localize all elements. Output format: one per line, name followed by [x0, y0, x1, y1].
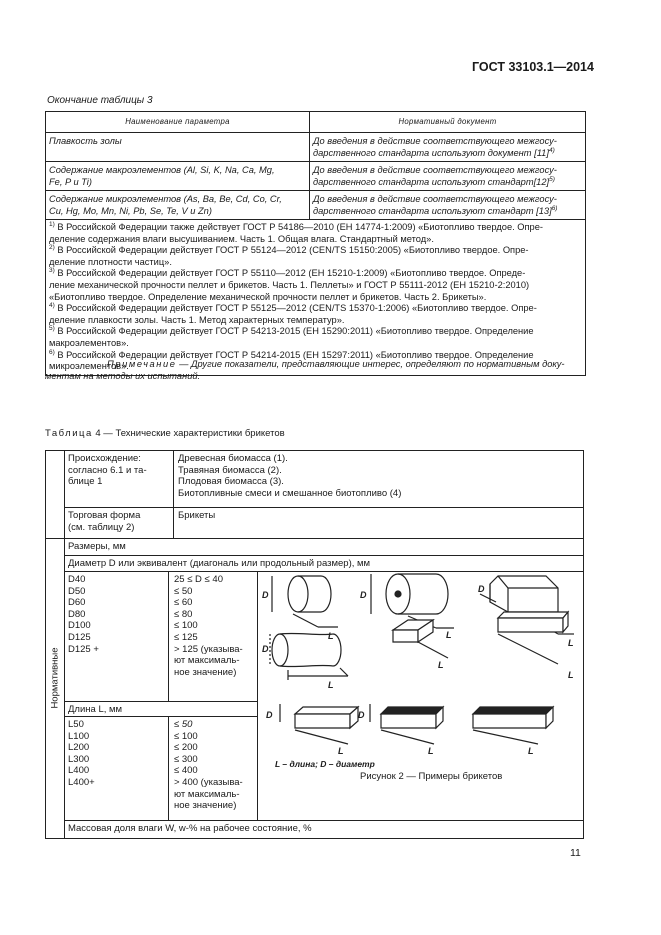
length-label: Длина L, мм — [68, 704, 123, 715]
cylinder-briquette-icon — [272, 576, 338, 627]
footnote: $^{5)}$ В Российской Федерации действует ГОСТ Р 54213-2015 (ЕН 15290:2011) «Биотопливо твердое. Определение — [49, 325, 534, 337]
parameter-cell: Содержание макроэлементов (Al, Si, K, Na, Ca, Mg, Fe, P и Ti) — [46, 162, 310, 191]
origin-label: Происхождение: согласно 6.1 и та- блице 1 — [68, 453, 147, 488]
ribbed-cylinder-briquette-icon — [270, 633, 348, 680]
figure-label-l: L — [328, 680, 334, 690]
document-code: ГОСТ 33103.1—2014 — [472, 60, 594, 74]
footnote: $^{6)}$ В Российской Федерации действует ГОСТ Р 54214-2015 (ЕН 15297:2011) «Биотопливо твердое. Определение — [49, 348, 534, 360]
trade-form-label: Торговая форма (см. таблицу 2) — [68, 510, 141, 533]
brick-small-briquette-icon — [280, 704, 358, 744]
length-classes: L50 L100 L200 L300 L400 L400+ — [68, 719, 95, 788]
document-cell: До введения в действие соответствующего межгосу- дарственного стандарта используют документ $[11]^{4)}$ — [310, 133, 586, 162]
table-header-row — [46, 112, 586, 133]
figure-label-d: D — [478, 584, 485, 594]
figure-label-l: L — [568, 670, 574, 680]
row-divider — [45, 538, 584, 539]
footnote: $^{1)}$ В Российской Федерации также действует ГОСТ Р 54186—2010 (ЕН 14774-1:2009) «Биотопливо твердое. Опре- — [49, 220, 543, 232]
footnotes-cell: $^{1)}$ В Российской Федерации также действует ГОСТ Р 54186—2010 (ЕН 14774-1:2009) «Биотопливо твердое. Опре- деление содержания влаги высушиванием. Часть 1. Общая влага. Стандартный метод». $^{2)}$ В Российской Федерации действует ГОСТ Р 55124—2012 (CEN/TS 15150:2005) «Биотопливо твердое. Опре- деление плотности частиц». $^{3)}$ В Российской Федерации действует ГОСТ Р 55110—2012 (ЕН 15210-1:2009) «Биотопливо твердое. Опреде- ление механической прочности пеллет и брикетов. Часть 1. Пеллеты» и ГОСТ Р 55111-2012 (ЕН 15210-2:2010) «Биотопливо твердое. Определение механической прочности пеллет и брикетов. Часть 2. Брикеты». $^{4)}$ В Российской Федерации действует ГОСТ Р 55125—2012 (CEN/TS 15370-1:2006) «Биотопливо твердое. Опре- деление плавкости золы. Часть 1. Метод характерных температур». $^{5)}$ В Российской Федерации действует ГОСТ Р 54213-2015 (ЕН 15290:2011) «Биотопливо твердое. Определение макроэлементов». $^{6)}$ В Российской Федерации действует ГОСТ Р 54214-2015 (ЕН 15297:2011) «Биотопливо твердое. Определение микроэлементов». — [46, 220, 586, 376]
table-4-title: Таблица 4 — Технические характеристики брикетов — [45, 428, 285, 439]
document-cell: До введения в действие соответствующего межгосу- дарственного стандарта используют стандарт $[13]^{6)}$ — [310, 191, 586, 220]
footnote: $^{2)}$ В Российской Федерации действует ГОСТ Р 55124—2012 (CEN/TS 15150:2005) «Биотопливо твердое. Опре- — [49, 244, 529, 256]
table-row — [46, 191, 586, 220]
row-divider — [64, 820, 584, 821]
figure-label-d: D — [262, 590, 269, 600]
figure-label-d: D — [262, 644, 269, 654]
figure-label-l: L — [328, 631, 334, 641]
table-note: Примечание — Другие показатели, представляющие интерес, определяют по нормативным доку- ментам на методы их испытаний. — [45, 359, 565, 381]
figure-label-d: D — [266, 710, 273, 720]
figure-label-l: L — [438, 660, 444, 670]
footnotes-row — [46, 220, 586, 376]
table-row — [46, 162, 586, 191]
figure-label-l: L — [338, 746, 344, 756]
figure-label-d: D — [360, 590, 367, 600]
flat-brick-briquette-icon — [393, 620, 448, 658]
figure-label-l: L — [446, 630, 452, 640]
diameter-classes: D40 D50 D60 D80 D100 D125 D125 + — [68, 574, 99, 655]
table-3 — [45, 111, 586, 376]
column-divider — [173, 450, 174, 538]
footnote: $^{4)}$ В Российской Федерации действует ГОСТ Р 55125—2012 (CEN/TS 15370-1:2006) «Биотопливо твердое. Опре- — [49, 302, 537, 314]
diameter-label: Диаметр D или эквивалент (диагональ или продольный размер), мм — [68, 558, 371, 569]
trade-form-value: Брикеты — [178, 510, 216, 521]
brick-dark-top-long-briquette-icon — [473, 707, 553, 744]
figure-label-l: L — [428, 746, 434, 756]
long-brick-briquette-icon — [498, 612, 568, 664]
row-divider — [64, 701, 257, 702]
parameter-cell: Плавкость золы — [46, 133, 310, 162]
column-header-document: Нормативный документ — [310, 112, 586, 133]
parameter-cell: Содержание микроэлементов (As, Ba, Be, Cd, Co, Cr, Cu, Hg, Mo, Mn, Ni, Pb, Se, Te, V и Zn) — [46, 191, 310, 220]
briquette-figure — [258, 572, 584, 768]
row-divider — [64, 716, 257, 717]
brick-dark-top-briquette-icon — [370, 704, 443, 744]
row-divider — [64, 555, 584, 556]
column-divider — [64, 450, 65, 839]
figure-label-d: D — [358, 710, 365, 720]
table-continuation-title: Окончание таблицы 3 — [47, 95, 153, 106]
normative-side-label: Нормативные — [49, 647, 61, 709]
footnote: $^{3)}$ В Российской Федерации действует ГОСТ Р 55110—2012 (ЕН 15210-1:2009) «Биотопливо твердое. Опреде- — [49, 267, 526, 279]
dimensions-label: Размеры, мм — [68, 541, 126, 552]
moisture-label: Массовая доля влаги W, w-% на рабочее состояние, % — [68, 823, 312, 834]
row-divider — [64, 507, 584, 508]
origin-values: Древесная биомасса (1). Травяная биомасса (2). Плодовая биомасса (3). Биотопливные смеси и смешанное биотопливо (4) — [178, 453, 402, 499]
figure-legend: L – длина; D – диаметр — [275, 759, 375, 769]
column-divider — [168, 716, 169, 820]
column-divider — [168, 571, 169, 701]
figure-label-l: L — [528, 746, 534, 756]
diameter-values: 25 ≤ D ≤ 40 ≤ 50 ≤ 60 ≤ 80 ≤ 100 ≤ 125 > 125 (указыва- ют максималь- ное значение) — [174, 574, 243, 678]
figure-title: Рисунок 2 — Примеры брикетов — [360, 771, 503, 782]
document-cell: До введения в действие соответствующего межгосу- дарственного стандарта используют $стандарт[12]^{5)}$ — [310, 162, 586, 191]
column-header-parameter: Наименование параметра — [46, 112, 310, 133]
table-row — [46, 133, 586, 162]
length-values: ≤ 50 ≤ 100 ≤ 200 ≤ 300 ≤ 400 > 400 (указыва- ют максималь- ное значение) — [174, 719, 243, 812]
page-number: 11 — [570, 847, 581, 859]
figure-label-l: L — [568, 638, 574, 648]
